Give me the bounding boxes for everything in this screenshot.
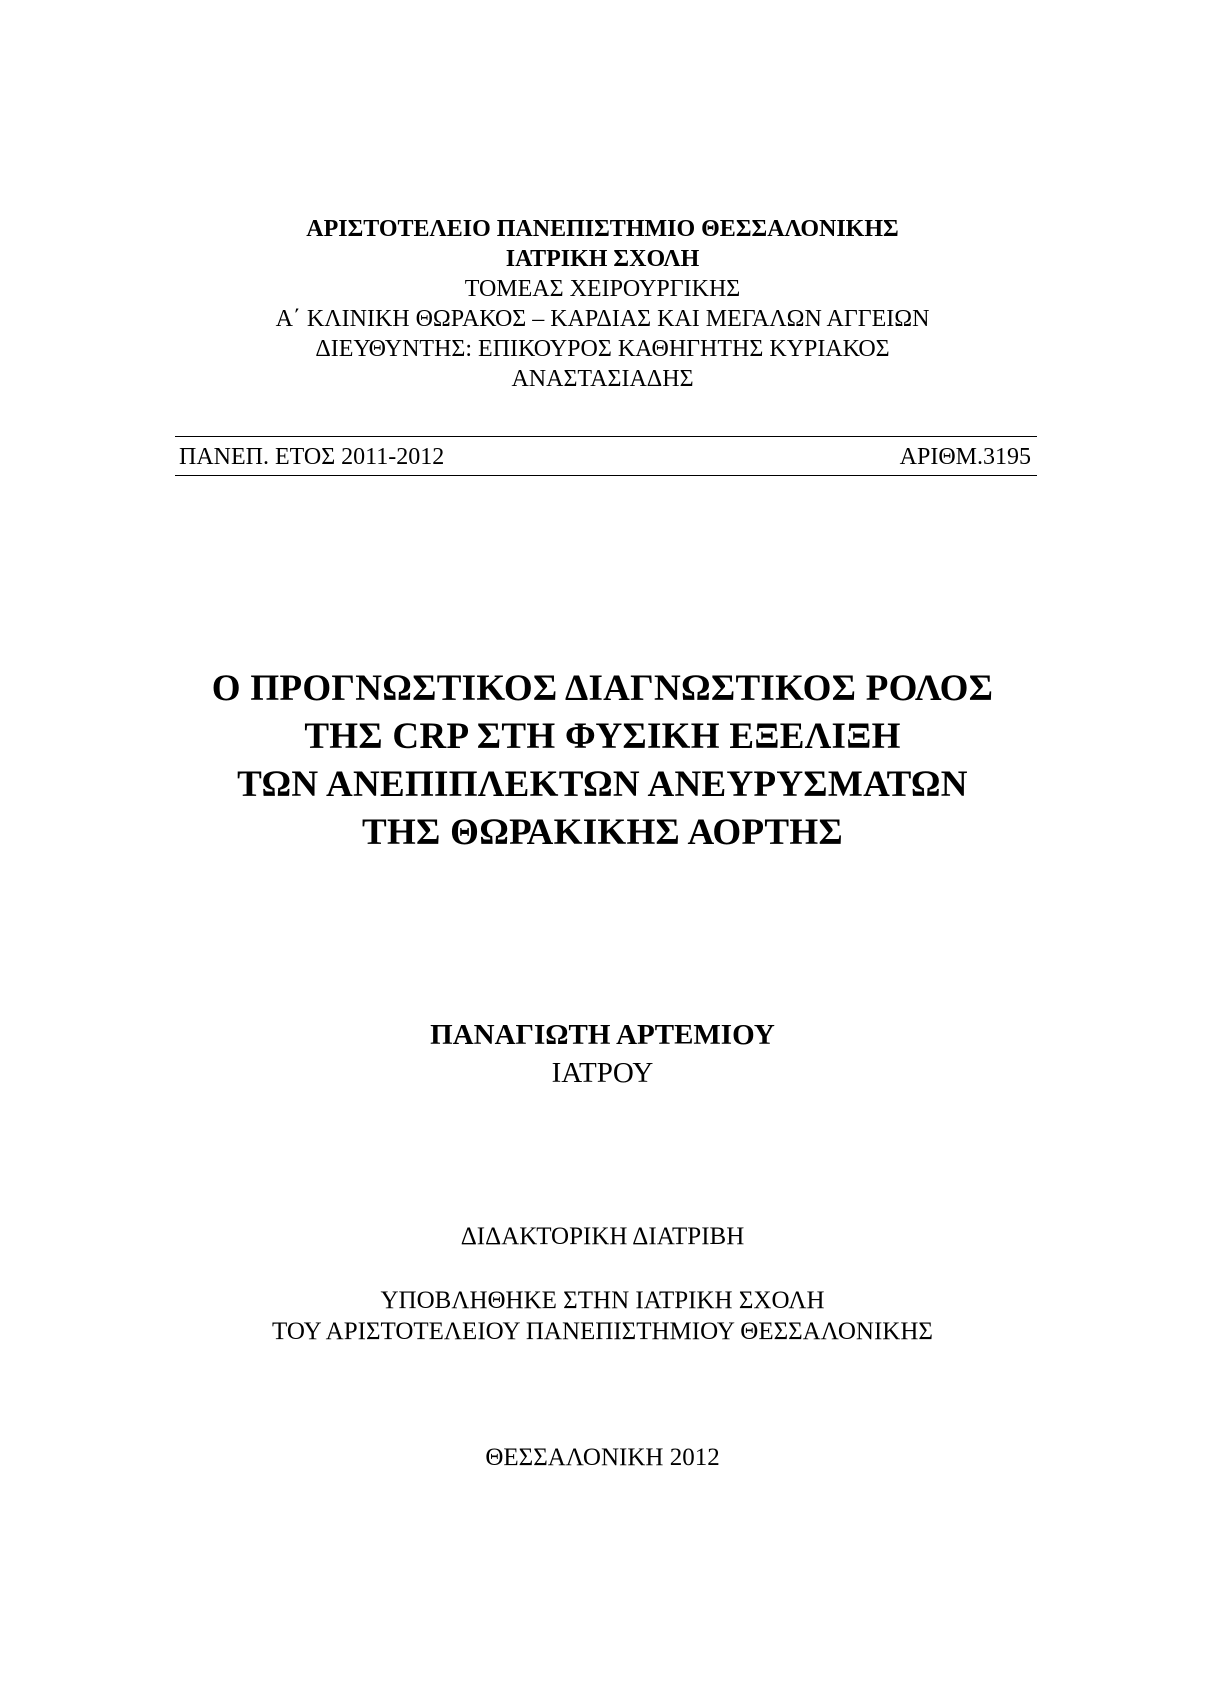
academic-year: ΠΑΝΕΠ. ΕΤΟΣ 2011-2012 <box>179 444 445 470</box>
school-name: ΙΑΤΡΙΚΗ ΣΧΟΛΗ <box>505 246 700 272</box>
author-block <box>0 1016 1205 1092</box>
title-line-2: ΤΗΣ CRP ΣΤΗ ΦΥΣΙΚΗ ΕΞΕΛΙΞΗ <box>304 716 901 757</box>
submission-block <box>0 1285 1205 1347</box>
submission-line-1: ΥΠΟΒΛΗΘΗΚΕ ΣΤΗΝ ΙΑΤΡΙΚΗ ΣΧΟΛΗ <box>380 1287 825 1314</box>
author-role: ΙΑΤΡΟΥ <box>551 1057 654 1089</box>
clinic-name: Α΄ ΚΛΙΝΙΚΗ ΘΩΡΑΚΟΣ – ΚΑΡΔΙΑΣ ΚΑΙ ΜΕΓΑΛΩΝ ΑΓΓΕΙΩΝ <box>275 306 930 332</box>
document-type: ΔΙΔΑΚΤΟΡΙΚΗ ΔΙΑΤΡΙΒΗ <box>460 1223 745 1250</box>
sector-name: ΤΟΜΕΑΣ ΧΕΙΡΟΥΡΓΙΚΗΣ <box>464 276 741 302</box>
submission-line-2: ΤΟΥ ΑΡΙΣΤΟΤΕΛΕΙΟΥ ΠΑΝΕΠΙΣΤΗΜΙΟΥ ΘΕΣΣΑΛΟΝΙΚΗΣ <box>272 1318 933 1345</box>
place-year: ΘΕΣΣΑΛΟΝΙΚΗ 2012 <box>485 1444 720 1471</box>
institution-header <box>0 214 1205 394</box>
title-line-4: ΤΗΣ ΘΩΡΑΚΙΚΗΣ ΑΟΡΤΗΣ <box>362 812 843 853</box>
document-number: ΑΡΙΘΜ.3195 <box>899 444 1031 470</box>
director-line-2: ΑΝΑΣΤΑΣΙΑΔΗΣ <box>511 366 694 392</box>
place-year-block <box>0 1443 1205 1473</box>
title-line-3: ΤΩΝ ΑΝΕΠΙΠΛΕΚΤΩΝ ΑΝΕΥΡΥΣΜΑΤΩΝ <box>237 764 968 805</box>
document-type-block <box>0 1222 1205 1252</box>
director-line-1: ΔΙΕΥΘΥΝΤΗΣ: ΕΠΙΚΟΥΡΟΣ ΚΑΘΗΓΗΤΗΣ ΚΥΡΙΑΚΟΣ <box>315 336 890 362</box>
university-name: ΑΡΙΣΤΟΤΕΛΕΙΟ ΠΑΝΕΠΙΣΤΗΜΙΟ ΘΕΣΣΑΛΟΝΙΚΗΣ <box>306 216 899 242</box>
year-number-row <box>175 436 1037 476</box>
thesis-title <box>0 665 1205 857</box>
author-name: ΠΑΝΑΓΙΩΤΗ ΑΡΤΕΜΙΟΥ <box>430 1019 775 1051</box>
title-line-1: Ο ΠΡΟΓΝΩΣΤΙΚΟΣ ΔΙΑΓΝΩΣΤΙΚΟΣ ΡΟΛΟΣ <box>211 668 994 709</box>
